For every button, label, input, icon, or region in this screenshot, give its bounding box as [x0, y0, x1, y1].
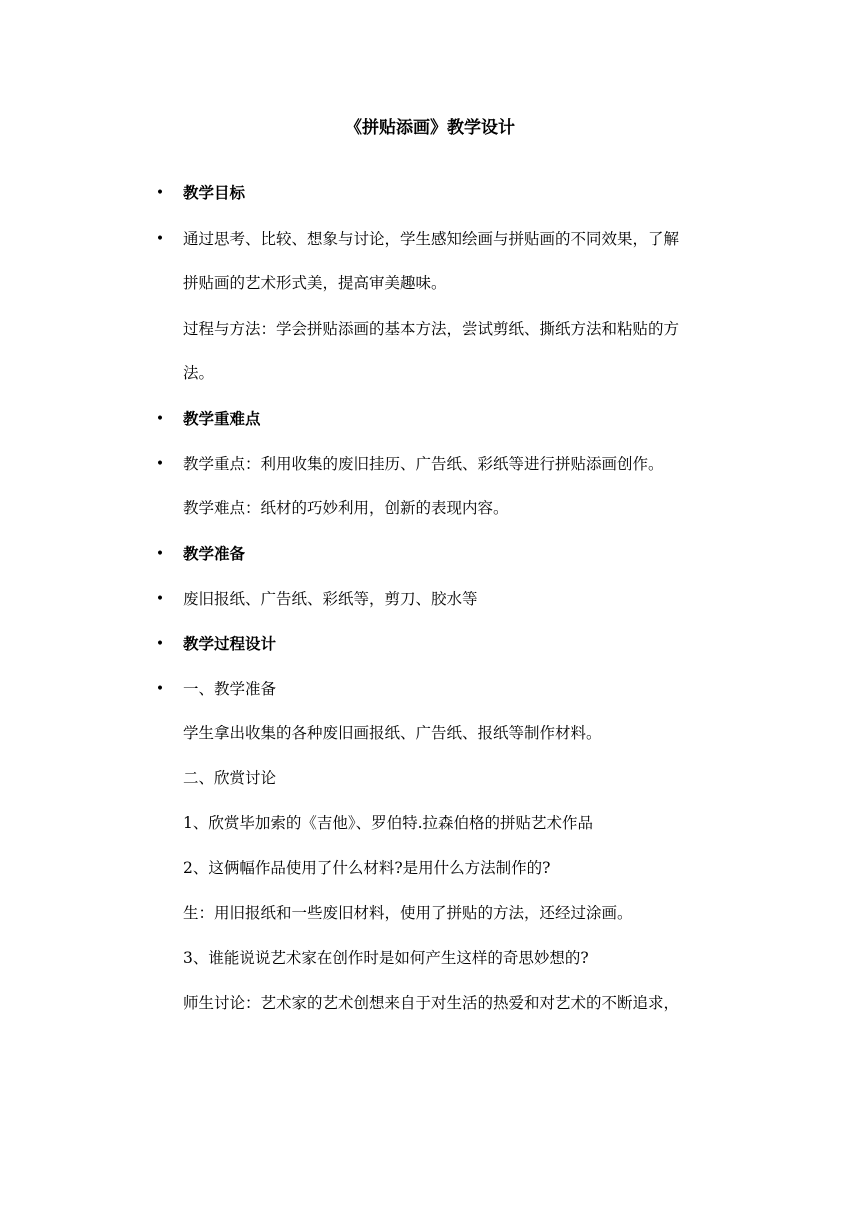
- step1-heading: 一、教学准备: [183, 680, 277, 698]
- step2-discussion: 师生讨论：艺术家的艺术创想来自于对生活的热爱和对艺术的不断追求，: [183, 994, 680, 1012]
- process-method-line-2: 法。: [183, 364, 215, 382]
- step2-heading: 二、欣赏讨论: [183, 769, 277, 787]
- section-heading-preparation: 教学准备: [183, 544, 246, 563]
- step2-item-3: 3、谁能说说艺术家在创作时是如何产生这样的奇思妙想的?: [183, 949, 589, 967]
- preparation-items-text: 废旧报纸、广告纸、彩纸等，剪刀、胶水等: [183, 590, 478, 608]
- document-title: 《拼贴添画》教学设计: [345, 118, 515, 138]
- step2-item-1: 1、欣赏毕加索的《吉他》、罗伯特.拉森伯格的拼贴艺术作品: [183, 814, 594, 832]
- step2-item-2: 2、这俩幅作品使用了什么材料?是用什么方法制作的?: [183, 859, 551, 877]
- bullet-step1-heading: •: [155, 681, 165, 697]
- section-heading-goals: 教学目标: [183, 183, 246, 202]
- bullet-key-point: •: [155, 456, 165, 472]
- goals-text-line-2: 拼贴画的艺术形式美，提高审美趣味。: [183, 274, 447, 292]
- bullet-goals-heading: •: [155, 185, 165, 201]
- bullet-preparation-items: •: [155, 591, 165, 607]
- section-heading-key-points: 教学重难点: [183, 409, 261, 428]
- step1-text: 学生拿出收集的各种废旧画报纸、广告纸、报纸等制作材料。: [183, 724, 602, 742]
- section-heading-process-design: 教学过程设计: [183, 634, 277, 653]
- key-point-text: 教学重点：利用收集的废旧挂历、广告纸、彩纸等进行拼贴添画创作。: [183, 455, 664, 473]
- bullet-goals-text: •: [155, 231, 165, 247]
- bullet-key-points-heading: •: [155, 411, 165, 427]
- goals-text-line-1: 通过思考、比较、想象与讨论，学生感知绘画与拼贴画的不同效果，了解: [183, 230, 680, 248]
- bullet-process-design-heading: •: [155, 636, 165, 652]
- step2-answer: 生：用旧报纸和一些废旧材料，使用了拼贴的方法，还经过涂画。: [183, 904, 633, 922]
- difficult-point-text: 教学难点：纸材的巧妙利用，创新的表现内容。: [183, 499, 509, 517]
- bullet-preparation-heading: •: [155, 546, 165, 562]
- process-method-line-1: 过程与方法：学会拼贴添画的基本方法，尝试剪纸、撕纸方法和粘贴的方: [183, 320, 680, 338]
